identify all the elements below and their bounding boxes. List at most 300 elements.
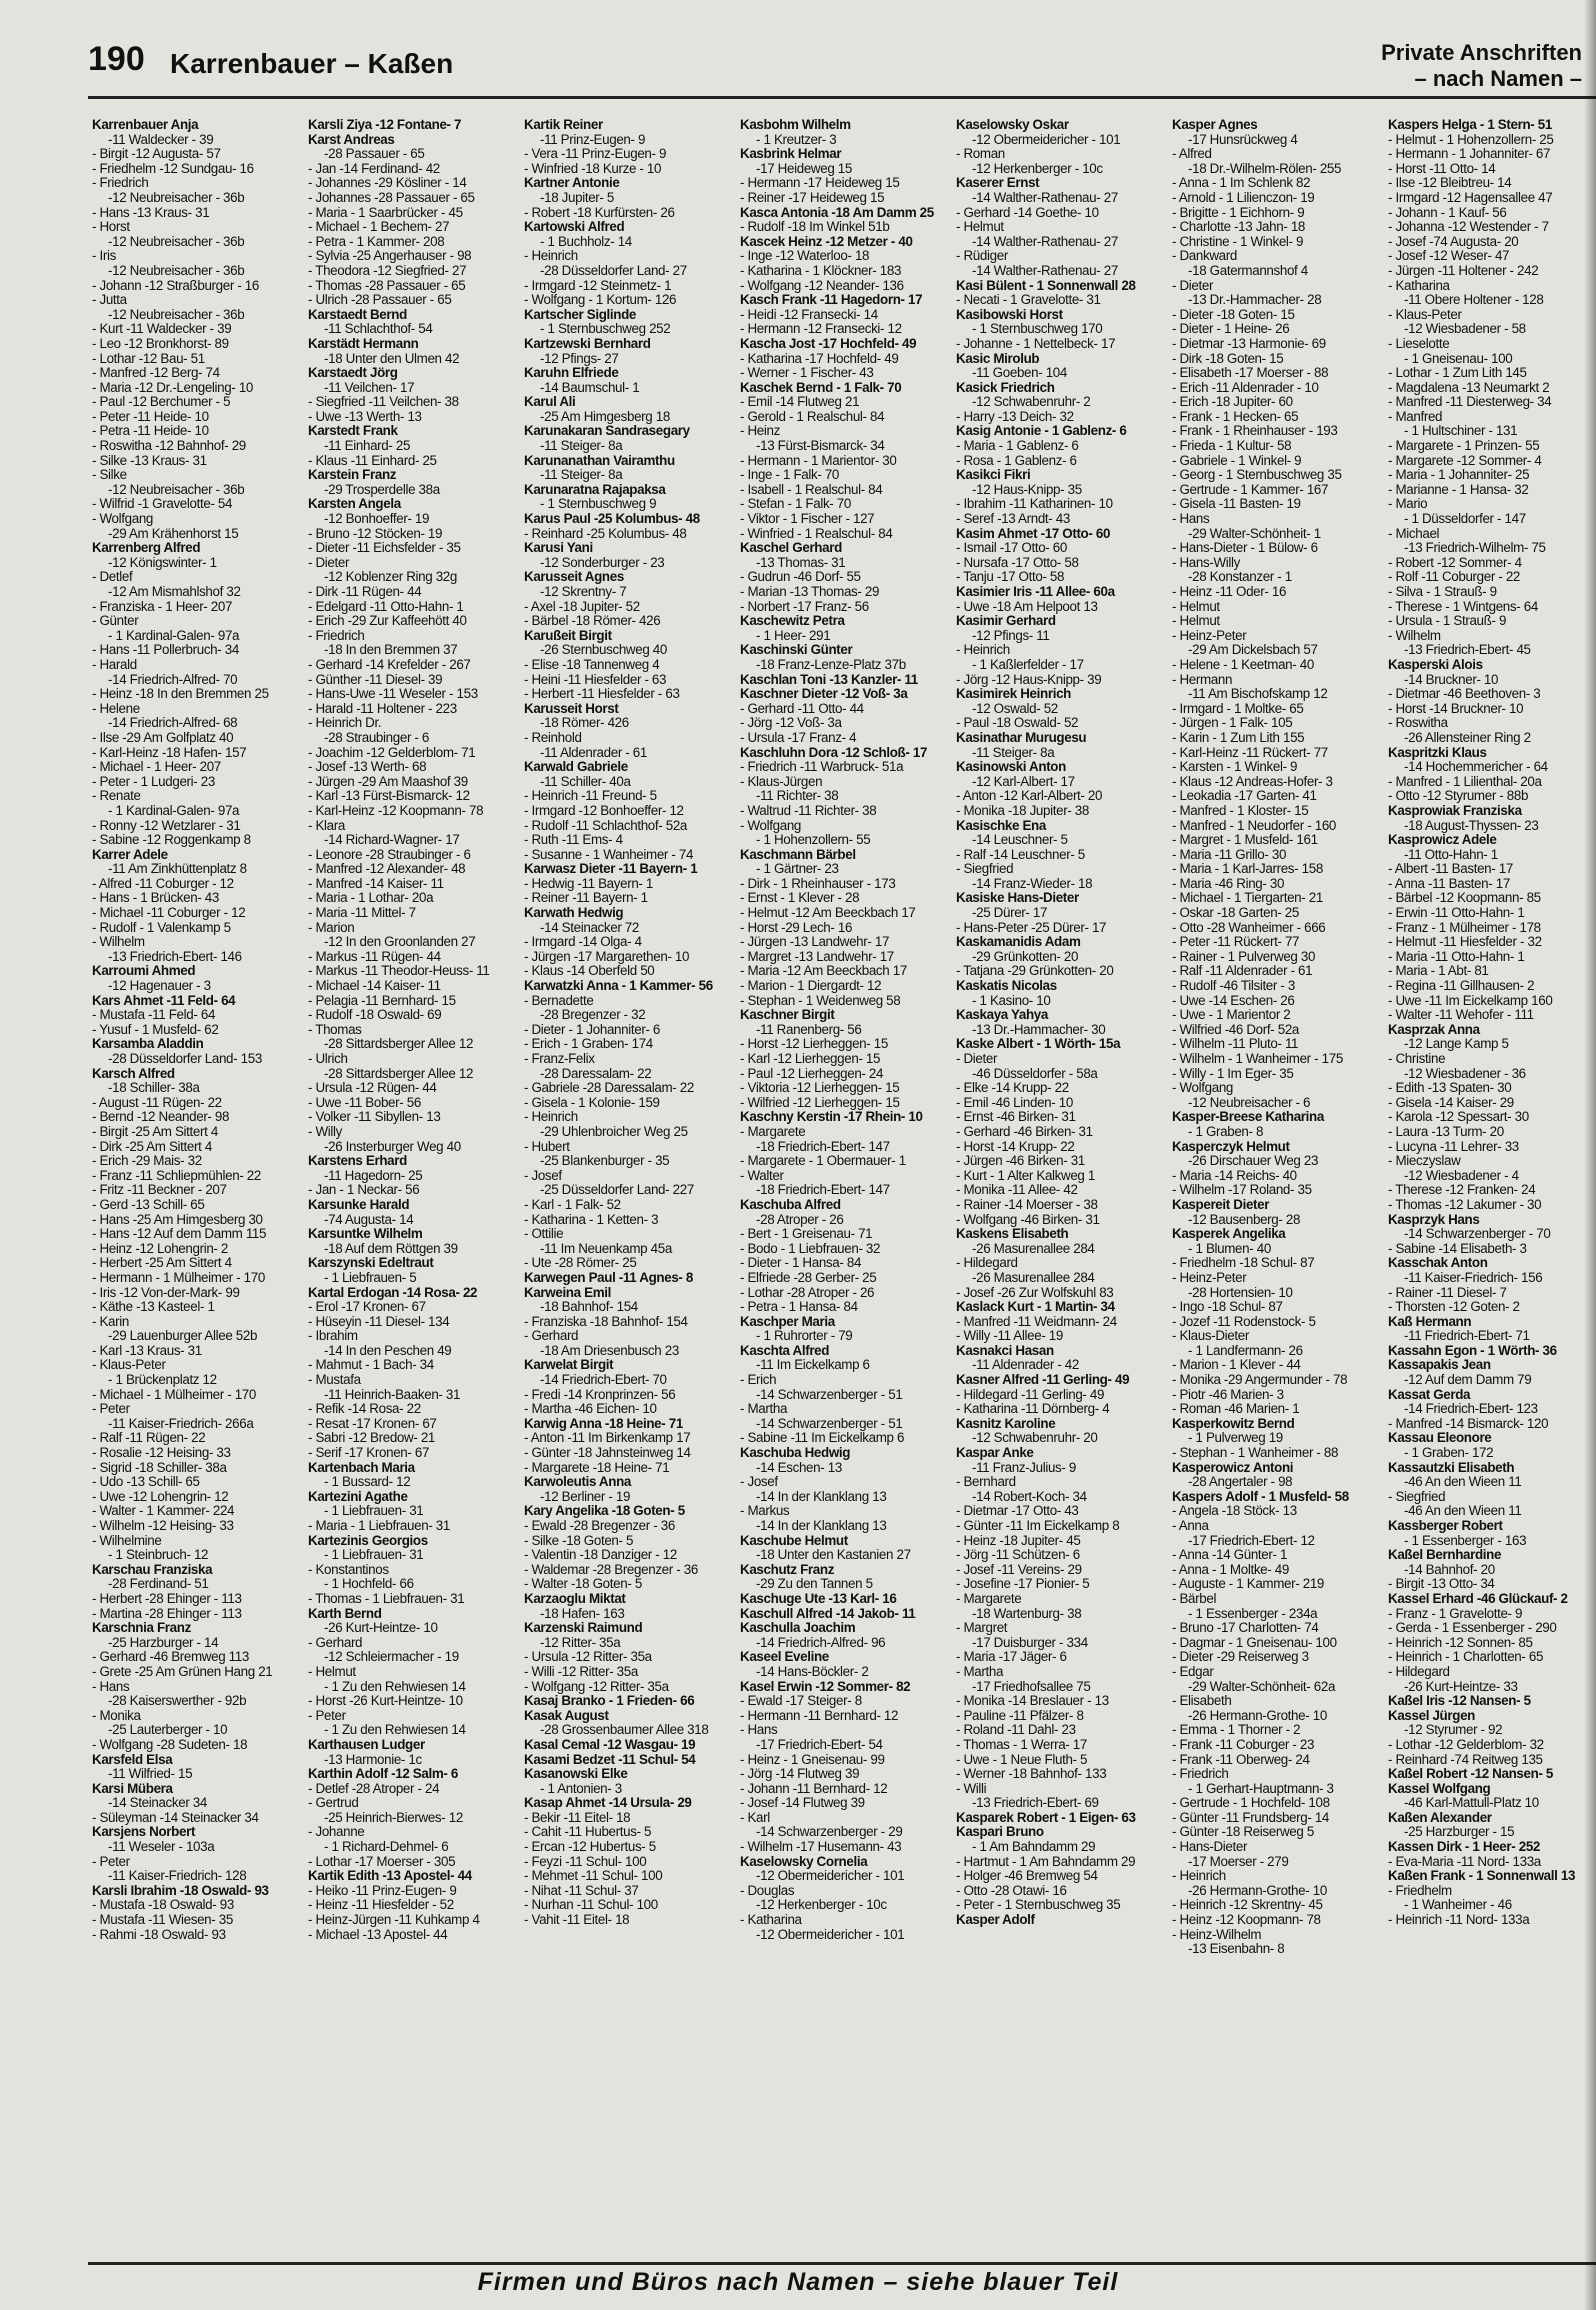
directory-entry-line: - Walter xyxy=(740,1168,784,1183)
directory-entry-line: - Petra -11 Heide- 10 xyxy=(92,424,209,439)
directory-entry-line: - Katharina xyxy=(740,1913,802,1928)
directory-entry-line: -46 Düsseldorfer - 58a xyxy=(972,1066,1098,1081)
directory-entry-line: - Anton -12 Karl-Albert- 20 xyxy=(956,789,1103,804)
directory-entry-line: - Manfred xyxy=(1388,409,1443,424)
directory-entry-line: - Fritz -11 Beckner - 207 xyxy=(92,1183,227,1198)
directory-entry-line: - Günther -11 Diesel- 39 xyxy=(308,672,443,687)
directory-entry-line: -11 Am Zinkhüttenplatz 8 xyxy=(108,862,247,877)
directory-entry-line: -11 Einhard- 25 xyxy=(324,439,411,454)
directory-entry-line: - Günter xyxy=(92,614,139,629)
directory-entry-line: - Bernd -12 Neander- 98 xyxy=(92,1110,230,1125)
directory-entry-line: - Horst -26 Kurt-Heintze- 10 xyxy=(308,1694,463,1709)
directory-entry-line: - Sabine -12 Roggenkamp 8 xyxy=(92,833,251,848)
directory-entry-line: - Friedrich xyxy=(308,628,365,643)
directory-entry-line: -11 Hagedorn- 25 xyxy=(324,1168,423,1183)
directory-entry-line: - Harald xyxy=(92,657,137,672)
directory-entry-line: - Eva-Maria -11 Nord- 133a xyxy=(1388,1854,1541,1869)
directory-entry-line: - Viktoria -12 Lierheggen- 15 xyxy=(740,1081,900,1096)
directory-entry-line: - Karl - 1 Falk- 52 xyxy=(524,1197,621,1212)
directory-entry-line: - Rudolf -46 Tilsiter - 3 xyxy=(1172,979,1295,994)
directory-entry-line: - Hermann - 1 Johanniter- 67 xyxy=(1388,147,1551,162)
directory-entry-name: Kaschube Helmut xyxy=(740,1533,848,1548)
directory-entry-line: - Heinrich -11 Nord- 133a xyxy=(1388,1913,1530,1928)
directory-entry-line: - 1 Essenberger - 234a xyxy=(1188,1606,1318,1621)
directory-entry-line: -26 Hermann-Grothe- 10 xyxy=(1188,1883,1327,1898)
directory-entry-line: - Josefine -17 Pionier- 5 xyxy=(956,1577,1090,1592)
directory-entry-line: - 1 Richard-Dehmel- 6 xyxy=(324,1840,449,1855)
directory-entry-line: - Heinz -18 In den Bremmen 25 xyxy=(92,687,269,702)
directory-entry-line: - Karola -12 Spessart- 30 xyxy=(1388,1110,1529,1125)
directory-entry-line: - Elise -18 Tannenweg 4 xyxy=(524,657,660,672)
directory-entry-line: - 1 Gerhart-Hauptmann- 3 xyxy=(1188,1781,1334,1796)
directory-entry-line: -11 Aldenrader - 42 xyxy=(972,1358,1079,1373)
directory-entry-line: - Heinrich xyxy=(956,643,1010,658)
directory-entry-line: - Gerhard xyxy=(308,1635,363,1650)
directory-entry-line: - Resat -17 Kronen- 67 xyxy=(308,1416,437,1431)
directory-entry-line: - Dietmar -46 Beethoven- 3 xyxy=(1388,687,1541,702)
directory-entry-line: - Karl -12 Lierheggen- 15 xyxy=(740,1052,881,1066)
directory-entry-line: - Robert -18 Kurfürsten- 26 xyxy=(524,205,675,220)
directory-entry-line: -12 Schwabenruhr- 20 xyxy=(972,1431,1098,1446)
directory-entry-name: Karwasz Dieter -11 Bayern- 1 xyxy=(524,862,698,877)
directory-entry-line: - Manfred - 1 Kloster- 15 xyxy=(1172,803,1309,818)
directory-column-6 xyxy=(1172,118,1374,2246)
directory-entry-line: - Heinz-Peter xyxy=(1172,1270,1247,1285)
directory-entry-line: -11 Obere Holtener - 128 xyxy=(1404,293,1544,308)
directory-entry-line: - Gabriele -28 Daressalam- 22 xyxy=(524,1081,694,1096)
directory-entry-line: - Maria -11 Grillo- 30 xyxy=(1172,847,1287,862)
directory-entry-line: - Gabriele - 1 Winkel- 9 xyxy=(1172,453,1302,468)
directory-entry-line: - Manfred -14 Bismarck- 120 xyxy=(1388,1416,1549,1431)
directory-entry-name: Kasprzak Anna xyxy=(1388,1022,1480,1037)
section-title-line2: – nach Namen – xyxy=(1414,66,1582,91)
directory-entry-line: - Hildegard -11 Gerling- 49 xyxy=(956,1387,1105,1402)
directory-entry-line: - Hüseyin -11 Diesel- 134 xyxy=(308,1314,450,1329)
directory-entry-line: - Serif -17 Kronen- 67 xyxy=(308,1446,430,1461)
directory-entry-line: - Klaus-Dieter xyxy=(1172,1329,1249,1344)
directory-entry-line: -11 Heinrich-Baaken- 31 xyxy=(324,1387,461,1402)
section-title-line1: Private Anschriften xyxy=(1381,40,1582,65)
directory-entry-line: - Lothar -28 Atroper - 26 xyxy=(740,1285,875,1300)
directory-entry-name: Karusseit Agnes xyxy=(524,570,624,585)
directory-entry-line: -18 Bahnhof- 154 xyxy=(540,1300,638,1315)
directory-entry-line: -11 Weseler - 103a xyxy=(108,1840,215,1855)
directory-entry-name: Kasiske Hans-Dieter xyxy=(956,891,1079,906)
directory-entry-line: - 1 Zu den Rehwiesen 14 xyxy=(324,1679,466,1694)
directory-entry-line: - 1 Sternbuschweg 252 xyxy=(540,322,671,337)
directory-entry-line: - 1 Hohenzollern- 55 xyxy=(756,833,871,848)
directory-entry-line: - Waldemar -28 Bregenzer - 36 xyxy=(524,1562,698,1577)
directory-entry-line: - Lucyna -11 Lehrer- 33 xyxy=(1388,1139,1519,1154)
directory-entry-line: - Harry -13 Deich- 32 xyxy=(956,409,1074,424)
directory-entry-line: - Erich xyxy=(740,1373,777,1388)
directory-entry-line: - Horst -29 Lech- 16 xyxy=(740,920,853,935)
directory-entry-line: - Hans -12 Auf dem Damm 115 xyxy=(92,1227,267,1242)
directory-entry-line: - Dirk -11 Rügen- 44 xyxy=(308,585,422,599)
directory-entry-line: - Friedrich -11 Warbruck- 51a xyxy=(740,760,904,775)
directory-entry-line: - Monika xyxy=(92,1708,141,1723)
directory-entry-line: - Angela -18 Stöck- 13 xyxy=(1172,1504,1297,1519)
directory-entry-line: -13 Dr.-Hammacher- 28 xyxy=(1188,293,1322,308)
directory-entry-line: -25 Düsseldorfer Land- 227 xyxy=(540,1183,694,1198)
directory-entry-line: -26 Dirschauer Weg 23 xyxy=(1188,1154,1319,1169)
directory-entry-line: - Wilhelm xyxy=(92,935,145,950)
directory-entry-line: - Dirk -25 Am Sittert 4 xyxy=(92,1139,212,1154)
directory-entry-line: - Josef -26 Zur Wolfskuhl 83 xyxy=(956,1285,1114,1300)
directory-entry-name: Karunakaran Sandrasegary xyxy=(524,424,690,439)
directory-entry-line: -17 Friedhofsallee 75 xyxy=(972,1679,1091,1694)
directory-entry-line: - Gerhard xyxy=(524,1329,579,1344)
directory-entry-line: - Margarete -18 Heine- 71 xyxy=(524,1460,670,1475)
directory-entry-name: Karusi Yani xyxy=(524,541,593,556)
directory-entry-line: - Hedwig -11 Bayern- 1 xyxy=(524,876,653,891)
directory-entry-line: - Gerhard -14 Krefelder - 267 xyxy=(308,657,471,672)
directory-entry-line: - Katharina - 1 Klöckner- 183 xyxy=(740,263,902,278)
directory-entry-line: -14 Bahnhof- 20 xyxy=(1404,1562,1495,1577)
directory-entry-line: - Thomas - 1 Liebfrauen- 31 xyxy=(308,1591,465,1606)
directory-entry-line: -11 Im Eickelkamp 6 xyxy=(756,1358,870,1373)
directory-entry-line: - 1 Graben- 8 xyxy=(1188,1124,1264,1139)
directory-entry-line: - Heinz-Peter xyxy=(1172,628,1247,643)
directory-entry-name: Kasparek Robert - 1 Eigen- 63 xyxy=(956,1810,1136,1825)
directory-entry-line: - Wilhelmine xyxy=(92,1533,162,1548)
page-footer xyxy=(0,2262,1596,2298)
directory-entry-line: - Elisabeth xyxy=(1172,1694,1232,1709)
directory-entry-line: - Rüdiger xyxy=(956,249,1008,264)
directory-entry-line: - Friedhelm -18 Schul- 87 xyxy=(1172,1256,1315,1271)
directory-entry-line: -12 Obermeidericher - 101 xyxy=(972,132,1121,147)
directory-entry-line: -12 Schleiermacher - 19 xyxy=(324,1650,459,1665)
directory-entry-line: - 1 Blumen- 40 xyxy=(1188,1241,1271,1256)
directory-entry-line: - Mustafa -11 Feld- 64 xyxy=(92,1008,216,1023)
directory-entry-line: - Stephan - 1 Wanheimer - 88 xyxy=(1172,1446,1339,1461)
directory-entry-line: - Gisela -11 Basten- 19 xyxy=(1172,497,1301,512)
directory-entry-line: - Rahmi -18 Oswald- 93 xyxy=(92,1927,226,1942)
directory-entry-line: -12 Neubreisacher - 36b xyxy=(108,307,245,322)
directory-entry-name: Karthin Adolf -12 Salm- 6 xyxy=(308,1767,458,1782)
directory-entry-line: - Katharina -11 Dörnberg- 4 xyxy=(956,1402,1110,1417)
directory-entry-name: Kasimier Iris -11 Allee- 60a xyxy=(956,585,1115,599)
directory-entry-line: - Reinhard -25 Kolumbus- 48 xyxy=(524,526,687,541)
directory-entry-line: -12 Herkenberger - 10c xyxy=(972,161,1103,176)
directory-entry-name: Kaschull Alfred -14 Jakob- 11 xyxy=(740,1606,916,1621)
directory-entry-line: - Gerhard -11 Otto- 44 xyxy=(740,701,864,716)
directory-entry-line: -28 Daressalam- 22 xyxy=(540,1066,652,1081)
directory-entry-line: - Auguste - 1 Kammer- 219 xyxy=(1172,1577,1325,1592)
directory-entry-line: -14 Friedrich-Ebert- 123 xyxy=(1404,1402,1538,1417)
directory-entry-line: - Martha -46 Eichen- 10 xyxy=(524,1402,657,1417)
directory-entry-line: - Karin xyxy=(92,1314,129,1329)
directory-entry-name: Kaschmann Bärbel xyxy=(740,847,856,862)
directory-entry-name: Kasap Ahmet -14 Ursula- 29 xyxy=(524,1796,692,1811)
directory-entry-line: - Wolfgang -28 Sudeten- 18 xyxy=(92,1737,248,1752)
directory-entry-line: - 1 Antonien- 3 xyxy=(540,1781,622,1796)
directory-entry-line: - Brigitte - 1 Eichhorn- 9 xyxy=(1172,205,1305,220)
directory-entry-line: -74 Augusta- 14 xyxy=(324,1212,414,1227)
directory-entry-name: Kaskens Elisabeth xyxy=(956,1227,1069,1242)
directory-entry-line: -11 Steiger- 8a xyxy=(540,468,623,483)
directory-entry-name: Kasch Frank -11 Hagedorn- 17 xyxy=(740,293,923,308)
directory-entry-name: Kartzewski Bernhard xyxy=(524,336,651,351)
directory-entry-line: - Süleyman -14 Steinacker 34 xyxy=(92,1810,259,1825)
directory-entry-line: - Rosalie -12 Heising- 33 xyxy=(92,1446,231,1461)
page-edge-shadow xyxy=(1584,0,1596,2310)
directory-entry-line: -28 Ferdinand- 51 xyxy=(108,1577,209,1592)
directory-entry-line: - Erich - 1 Graben- 174 xyxy=(524,1037,653,1052)
directory-entry-line: - Bernadette xyxy=(524,993,594,1008)
directory-entry-line: -12 Wiesbadener - 4 xyxy=(1404,1168,1519,1183)
directory-entry-line: -18 Unter den Kastanien 27 xyxy=(756,1548,911,1563)
directory-entry-line: - Tanju -17 Otto- 58 xyxy=(956,570,1065,585)
directory-entry-line: - Edelgard -11 Otto-Hahn- 1 xyxy=(308,599,464,614)
directory-entry-line: -18 Friedrich-Ebert- 147 xyxy=(756,1139,890,1154)
directory-entry-line: - Wolfgang - 1 Kortum- 126 xyxy=(524,293,677,308)
directory-entry-line: - Petra - 1 Hansa- 84 xyxy=(740,1300,858,1315)
directory-entry-line: -11 Franz-Julius- 9 xyxy=(972,1460,1076,1475)
directory-entry-line: - Ilse -12 Bleibtreu- 14 xyxy=(1388,176,1512,191)
directory-entry-line: - Herbert -11 Hiesfelder - 63 xyxy=(524,687,680,702)
directory-entry-line: - Ralf -11 Rügen- 22 xyxy=(92,1431,206,1446)
directory-entry-line: - Josef -13 Werth- 68 xyxy=(308,760,427,775)
directory-entry-line: - Ibrahim -11 Katharinen- 10 xyxy=(956,497,1113,512)
directory-entry-name: Kaschlan Toni -13 Kanzler- 11 xyxy=(740,672,918,687)
directory-entry-name: Kaschner Birgit xyxy=(740,1008,835,1023)
directory-entry-line: - Heidi -12 Fransecki- 14 xyxy=(740,307,878,322)
directory-entry-line: - Harald -11 Holtener - 223 xyxy=(308,701,457,716)
directory-entry-line: - Johann -12 Straßburger - 16 xyxy=(92,278,259,293)
directory-entry-line: - Ewald -28 Bregenzer - 36 xyxy=(524,1519,675,1533)
directory-entry-line: - Horst -12 Lierheggen- 15 xyxy=(740,1037,888,1052)
directory-entry-line: - 1 Wanheimer - 46 xyxy=(1404,1898,1512,1913)
directory-entry-line: - Birgit -13 Otto- 34 xyxy=(1388,1577,1495,1592)
directory-entry-line: - Jutta xyxy=(92,293,127,308)
directory-entry-line: - Martha xyxy=(740,1402,788,1417)
directory-entry-line: - Peter - 1 Ludgeri- 23 xyxy=(92,774,215,789)
directory-entry-line: -26 Kurt-Heintze- 10 xyxy=(324,1621,438,1636)
directory-entry-line: - Helmut -12 Am Beeckbach 17 xyxy=(740,906,916,921)
directory-entry-name: Karstaedt Jörg xyxy=(308,366,398,381)
directory-entry-line: - Maria -12 Dr.-Lengeling- 10 xyxy=(92,380,254,395)
directory-entry-name: Kasick Friedrich xyxy=(956,380,1055,395)
directory-entry-name: Kaschinski Günter xyxy=(740,643,853,658)
directory-entry-line: -25 Heinrich-Bierwes- 12 xyxy=(324,1810,463,1825)
directory-entry-line: - Sylvia -25 Angerhauser - 98 xyxy=(308,249,472,264)
directory-entry-line: -14 Schwarzenberger - 51 xyxy=(756,1387,903,1402)
directory-entry-line: - Paul -12 Berchumer - 5 xyxy=(92,395,231,410)
directory-entry-line: -18 Auf dem Röttgen 39 xyxy=(324,1241,458,1256)
directory-entry-line: - Robert -12 Sommer- 4 xyxy=(1388,555,1522,570)
directory-entry-line: - Klaus-Peter xyxy=(1388,307,1462,322)
directory-entry-name: Kasak August xyxy=(524,1708,609,1723)
directory-entry-line: - Michael -11 Coburger - 12 xyxy=(92,906,246,921)
directory-entry-line: - Mahmut - 1 Bach- 34 xyxy=(308,1358,434,1373)
directory-entry-line: -26 Kurt-Heintze- 33 xyxy=(1404,1679,1518,1694)
directory-entry-line: - Maria - 1 Karl-Jarres- 158 xyxy=(1172,862,1323,877)
directory-entry-line: - Heinrich xyxy=(524,249,578,264)
directory-entry-line: - Hans -13 Kraus- 31 xyxy=(92,205,210,220)
directory-entry-line: - Arnold - 1 Lilienczon- 19 xyxy=(1172,190,1315,205)
directory-entry-line: - Johanna -12 Westender - 7 xyxy=(1388,220,1549,235)
directory-entry-line: -14 Walther-Rathenau- 27 xyxy=(972,263,1118,278)
directory-entry-name: Kaslack Kurt - 1 Martin- 34 xyxy=(956,1300,1115,1315)
directory-entry-line: -12 Hagenauer - 3 xyxy=(108,979,211,994)
directory-entry-line: - Winfried -18 Kurze - 10 xyxy=(524,161,662,176)
directory-entry-line: - 1 Liebfrauen- 31 xyxy=(324,1504,424,1519)
directory-entry-line: - Udo -13 Schill- 65 xyxy=(92,1475,200,1490)
directory-entry-line: - Walter -18 Goten- 5 xyxy=(524,1577,642,1592)
directory-entry-name: Karsfeld Elsa xyxy=(92,1752,173,1767)
directory-entry-line: -28 Atroper - 26 xyxy=(756,1212,844,1227)
directory-entry-line: -18 Gatermannshof 4 xyxy=(1188,263,1308,278)
directory-entry-line: - Irmgard -12 Steinmetz- 1 xyxy=(524,278,672,293)
directory-entry-line: - 1 Sternbuschweg 9 xyxy=(540,497,657,512)
directory-entry-line: - Emma - 1 Thorner - 2 xyxy=(1172,1723,1301,1738)
directory-entry-line: - Dieter xyxy=(308,555,350,570)
directory-entry-line: - Wilhelm -17 Husemann- 43 xyxy=(740,1840,902,1855)
directory-entry-name: Kaschuba Hedwig xyxy=(740,1446,851,1461)
directory-entry-line: - Lothar - 1 Zum Lith 145 xyxy=(1388,366,1527,381)
directory-entry-line: - Otto -12 Styrumer - 88b xyxy=(1388,789,1529,804)
directory-entry-line: - Jörg -12 Voß- 3a xyxy=(740,716,842,731)
directory-entry-line: - Heinz -11 Oder- 16 xyxy=(1172,585,1287,599)
directory-entry-line: - Monika -29 Angermunder - 78 xyxy=(1172,1373,1348,1388)
directory-entry-line: -12 Wiesbadener - 58 xyxy=(1404,322,1526,337)
directory-entry-line: - Werner -18 Bahnhof- 133 xyxy=(956,1767,1107,1782)
directory-entry-line: - Heinrich xyxy=(524,1110,578,1125)
directory-entry-line: - Irmgard -12 Hagensallee 47 xyxy=(1388,190,1553,205)
directory-entry-line: - Mustafa xyxy=(308,1373,361,1388)
directory-entry-name: Kasel Erwin -12 Sommer- 82 xyxy=(740,1679,911,1694)
directory-entry-line: - Dieter - 1 Heine- 26 xyxy=(1172,322,1290,337)
directory-entry-line: - Hans-Dieter - 1 Bülow- 6 xyxy=(1172,541,1318,556)
directory-entry-line: - Friedrich xyxy=(1172,1767,1229,1782)
directory-entry-line: -17 Friedrich-Ebert- 54 xyxy=(756,1737,883,1752)
directory-entry-line: -14 Steinacker 72 xyxy=(540,920,640,935)
directory-entry-line: - Marion - 1 Klever - 44 xyxy=(1172,1358,1301,1373)
directory-entry-name: Karschau Franziska xyxy=(92,1562,213,1577)
directory-entry-line: - Wilhelm xyxy=(1388,628,1441,643)
directory-entry-name: Kars Ahmet -11 Feld- 64 xyxy=(92,993,236,1008)
directory-entry-line: - Ruth -11 Ems- 4 xyxy=(524,833,623,848)
directory-entry-line: - Maria -11 Otto-Hahn- 1 xyxy=(1388,949,1525,964)
directory-entry-line: - Karl xyxy=(740,1810,770,1825)
directory-entry-line: - Hans-Dieter xyxy=(1172,1840,1248,1855)
directory-entry-line: - Theodora -12 Siegfried- 27 xyxy=(308,263,467,278)
directory-entry-line: - Margret -13 Landwehr- 17 xyxy=(740,949,894,964)
directory-entry-line: -13 Friedrich-Ebert- 146 xyxy=(108,949,242,964)
directory-entry-line: -11 Steiger- 8a xyxy=(540,439,623,454)
directory-entry-line: - Nursafa -17 Otto- 58 xyxy=(956,555,1079,570)
directory-entry-line: - Inge -12 Waterloo- 18 xyxy=(740,249,870,264)
directory-entry-name: Kaspritzki Klaus xyxy=(1388,745,1487,760)
directory-entry-line: - Heinz-Jürgen -11 Kuhkamp 4 xyxy=(308,1913,480,1928)
directory-entry-line: -18 Hafen- 163 xyxy=(540,1606,625,1621)
directory-entry-line: - Uwe -14 Eschen- 26 xyxy=(1172,993,1295,1008)
directory-entry-line: - Gertrude - 1 Kammer- 167 xyxy=(1172,482,1329,497)
directory-entry-line: - Hermann -17 Heideweg 15 xyxy=(740,176,900,191)
directory-entry-line: -13 Friedrich-Wilhelm- 75 xyxy=(1404,541,1546,556)
directory-entry-line: - Frank -11 Oberweg- 24 xyxy=(1172,1752,1310,1767)
directory-entry-line: - Edith -13 Spaten- 30 xyxy=(1388,1081,1512,1096)
directory-entry-line: -12 Karl-Albert- 17 xyxy=(972,774,1075,789)
directory-entry-name: Kasig Antonie - 1 Gablenz- 6 xyxy=(956,424,1127,439)
directory-entry-line: -14 In der Klanklang 13 xyxy=(756,1489,887,1504)
directory-entry-name: Karrer Adele xyxy=(92,847,168,862)
directory-entry-name: Kasprzyk Hans xyxy=(1388,1212,1480,1227)
directory-entry-line: -25 Lauterberger - 10 xyxy=(108,1723,228,1738)
directory-entry-line: - Margret - 1 Musfeld- 161 xyxy=(1172,833,1318,848)
directory-entry-line: - 1 Gneisenau- 100 xyxy=(1404,351,1513,366)
directory-entry-line: -18 August-Thyssen- 23 xyxy=(1404,818,1539,833)
directory-entry-line: - Maria - 1 Abt- 81 xyxy=(1388,964,1489,979)
directory-entry-name: Kaspers Helga - 1 Stern- 51 xyxy=(1388,118,1552,132)
directory-entry-line: - Maria - 1 Johanniter- 25 xyxy=(1388,468,1530,483)
directory-entry-line: - Ursula - 1 Strauß- 9 xyxy=(1388,614,1507,629)
directory-entry-line: -11 Veilchen- 17 xyxy=(324,380,415,395)
directory-entry-line: -28 Grossenbaumer Allee 318 xyxy=(540,1723,709,1738)
directory-entry-line: - Dieter -11 Eichsfelder - 35 xyxy=(308,541,461,556)
directory-entry-line: - Bärbel -18 Römer- 426 xyxy=(524,614,661,629)
directory-entry-name: Kaschel Gerhard xyxy=(740,541,842,556)
directory-entry-line: - Jürgen -46 Birken- 31 xyxy=(956,1154,1085,1169)
directory-entry-line: - Gisela - 1 Kolonie- 159 xyxy=(524,1095,660,1110)
directory-column-7 xyxy=(1388,118,1590,2246)
directory-entry-line: -11 Aldenrader - 61 xyxy=(540,745,647,760)
directory-entry-name: Karus Paul -25 Kolumbus- 48 xyxy=(524,512,700,527)
directory-entry-name: Karsamba Aladdin xyxy=(92,1037,204,1052)
directory-entry-line: - Heinz xyxy=(740,424,780,439)
directory-entry-line: - Roswitha xyxy=(1388,716,1448,731)
directory-entry-line: - 1 Am Bahndamm 29 xyxy=(972,1840,1096,1855)
directory-entry-line: - Monika -14 Breslauer - 13 xyxy=(956,1694,1109,1709)
directory-entry-name: Kaßel Bernhardine xyxy=(1388,1548,1502,1563)
directory-entry-name: Kasner Alfred -11 Gerling- 49 xyxy=(956,1373,1130,1388)
directory-entry-line: -14 Schwarzenberger - 70 xyxy=(1404,1227,1551,1242)
directory-entry-name: Karußeit Birgit xyxy=(524,628,612,643)
directory-entry-name: Kasinowski Anton xyxy=(956,760,1066,775)
directory-entry-line: - Willi -12 Ritter- 35a xyxy=(524,1664,638,1679)
directory-entry-line: - Lothar -12 Bau- 51 xyxy=(92,351,205,366)
directory-entry-line: -29 Zu den Tannen 5 xyxy=(756,1577,873,1592)
directory-entry-line: - Maria -46 Ring- 30 xyxy=(1172,876,1285,891)
directory-entry-line: - Josef -74 Augusta- 20 xyxy=(1388,234,1519,249)
directory-entry-line: -17 Friedrich-Ebert- 12 xyxy=(1188,1533,1315,1548)
directory-entry-line: - Rudolf -18 Im Winkel 51b xyxy=(740,220,890,235)
directory-entry-name: Kasper Agnes xyxy=(1172,118,1258,132)
directory-entry-line: -17 Moerser - 279 xyxy=(1188,1854,1289,1869)
directory-entry-line: - Josef -11 Vereins- 29 xyxy=(956,1562,1082,1577)
directory-entry-line: - Erich -18 Jupiter- 60 xyxy=(1172,395,1293,410)
directory-entry-line: -14 Friedrich-Alfred- 70 xyxy=(108,672,238,687)
directory-entry-line: - Hubert xyxy=(524,1139,570,1154)
directory-entry-name: Kaschutz Franz xyxy=(740,1562,835,1577)
directory-entry-line: - Günter -18 Reiserweg 5 xyxy=(1172,1825,1314,1840)
directory-entry-line: - Manfred -12 Alexander- 48 xyxy=(308,862,466,877)
directory-entry-line: - Wilfrid -1 Gravelotte- 54 xyxy=(92,497,233,512)
directory-entry-line: - 1 Ruhrorter - 79 xyxy=(756,1329,853,1344)
directory-entry-line: - 1 Landfermann- 26 xyxy=(1188,1343,1303,1358)
directory-entry-name: Kassberger Robert xyxy=(1388,1519,1503,1533)
directory-entry-line: -29 Grünkotten- 20 xyxy=(972,949,1079,964)
directory-entry-line: - Rolf -11 Coburger - 22 xyxy=(1388,570,1521,585)
directory-entry-line: - Alfred xyxy=(1172,147,1212,162)
directory-entry-line: - Mustafa -18 Oswald- 93 xyxy=(92,1898,234,1913)
directory-entry-name: Kaschuba Alfred xyxy=(740,1197,841,1212)
directory-entry-line: - Laura -13 Turm- 20 xyxy=(1388,1124,1504,1139)
directory-entry-name: Kasischke Ena xyxy=(956,818,1046,833)
directory-entry-line: -28 Angertaler - 98 xyxy=(1188,1475,1293,1490)
directory-entry-line: - Reinhard -74 Reitweg 135 xyxy=(1388,1752,1543,1767)
